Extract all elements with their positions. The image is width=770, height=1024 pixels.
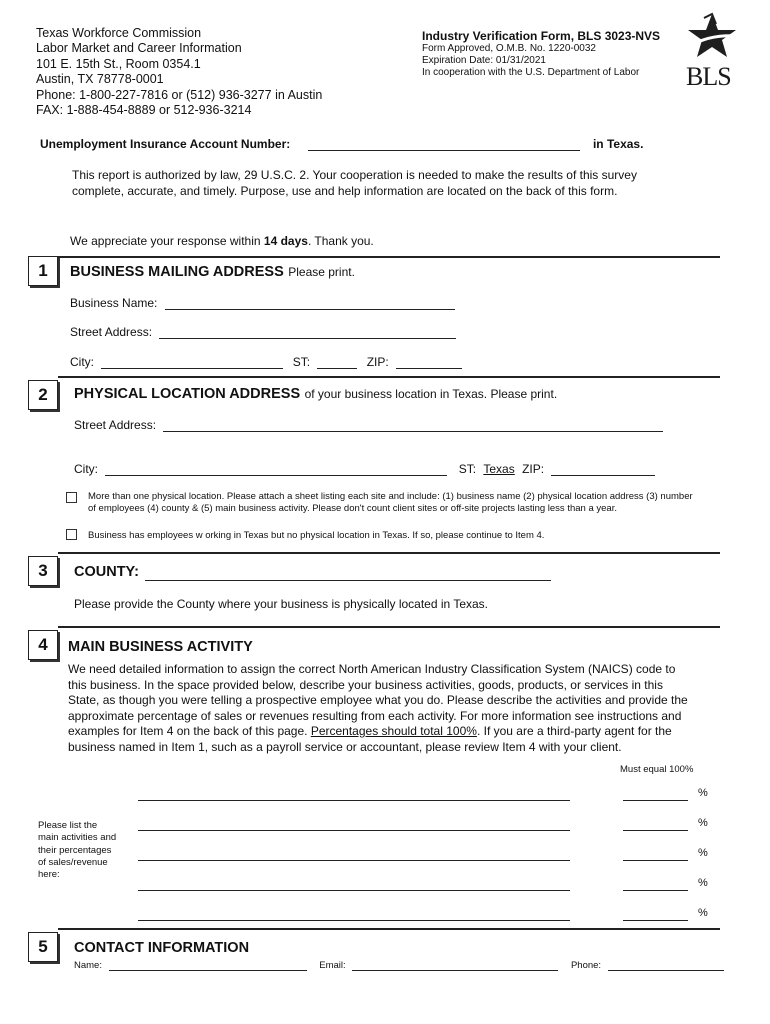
activity-instructions-tail: . If you are a third-party agent for the business named in Item 1, such as a payroll service or accountant, please review Item 4 with your client. <box>68 724 672 754</box>
agency-line: Austin, TX 78778-0001 <box>36 72 164 87</box>
activity-row <box>138 817 710 834</box>
activity-instructions-text: We need detailed information to assign the correct North American Industry Classification System (NAICS) code to this business. In the space provided below, describe your business activities, goods, products, or services in this State, as though you were telling a prospective employee what you do. Please describe the activities and provide the approximate percentage of sales or revenues resulting from each activity. For more information see instructions and examples for Item 4 on the back of this page. <box>68 662 688 738</box>
physical-state-label: ST: <box>458 462 477 476</box>
county-input[interactable] <box>145 566 551 581</box>
contact-name-input[interactable] <box>109 960 307 971</box>
activity-percent-input[interactable] <box>623 790 688 801</box>
appreciation-post: . Thank you. <box>307 234 374 248</box>
physical-zip-label: ZIP: <box>522 462 545 476</box>
section-2-title: PHYSICAL LOCATION ADDRESS <box>74 386 301 402</box>
percentages-note: Percentages should total 100% <box>310 724 477 738</box>
mailing-state-input[interactable] <box>317 356 357 369</box>
form-expiration-line: Expiration Date: 01/31/2021 <box>422 55 546 67</box>
agency-line: Phone: 1-800-227-7816 or (512) 936-3277 in Austin <box>36 87 323 102</box>
section-1-rule <box>58 256 720 258</box>
physical-state-value: Texas <box>483 462 515 476</box>
mailing-city-label: City: <box>70 355 94 369</box>
mailing-city-row <box>70 355 462 369</box>
agency-line: 101 E. 15th St., Room 0354.1 <box>36 56 201 71</box>
contact-phone-input[interactable] <box>608 960 724 971</box>
multiple-locations-checkbox[interactable] <box>66 492 77 503</box>
activity-description-input[interactable] <box>138 910 570 921</box>
mailing-street-label: Street Address: <box>70 325 153 339</box>
section-1-heading <box>70 263 355 281</box>
activity-description-input[interactable] <box>138 790 570 801</box>
county-note: Please provide the County where your business is physically located in Texas. <box>74 597 488 611</box>
mailing-zip-label: ZIP: <box>366 355 389 369</box>
activity-row <box>138 847 710 864</box>
business-name-input[interactable] <box>165 297 455 310</box>
ui-account-suffix: in Texas. <box>592 137 644 151</box>
form-identification <box>422 29 660 80</box>
activity-percent-input[interactable] <box>623 880 688 891</box>
physical-city-input[interactable] <box>105 463 447 476</box>
contact-name-label: Name: <box>74 960 102 971</box>
percent-sign: % <box>698 877 708 889</box>
agency-line: Labor Market and Career Information <box>36 41 242 56</box>
physical-street-input[interactable] <box>163 419 663 432</box>
section-4-number: 4 <box>28 630 58 660</box>
ui-account-row <box>40 137 643 151</box>
form-approval-line: Form Approved, O.M.B. No. 1220-0032 <box>422 43 596 54</box>
percent-sign: % <box>698 787 708 799</box>
form-cooperation-line: In cooperation with the U.S. Department of Labor <box>422 67 640 79</box>
activity-percent-input[interactable] <box>623 820 688 831</box>
agency-address-block <box>36 26 322 118</box>
activities-side-note: Please list the main activities and their percentages of sales/revenue here: <box>38 820 117 881</box>
multiple-locations-text: More than one physical location. Please attach a sheet listing each site and include: (1) business name (2) physical location address (3) number of employees (4) county & (5) main business activity. Please don't count client sites or off-site projects lasting less than a year. <box>88 491 693 514</box>
activity-percent-input[interactable] <box>623 910 688 921</box>
physical-zip-input[interactable] <box>551 463 655 476</box>
ui-account-input[interactable] <box>308 138 580 151</box>
county-row <box>74 563 551 581</box>
contact-row <box>74 960 724 971</box>
appreciation-line <box>70 234 374 250</box>
section-4-title: MAIN BUSINESS ACTIVITY <box>68 639 253 655</box>
section-2-rule <box>58 376 720 378</box>
percent-sign: % <box>698 817 708 829</box>
activity-row <box>138 787 710 804</box>
mailing-state-label: ST: <box>292 355 311 369</box>
contact-email-label: Email: <box>319 960 346 971</box>
section-1-title: BUSINESS MAILING ADDRESS <box>70 264 284 280</box>
section-5-rule <box>58 928 720 930</box>
percent-sign: % <box>698 847 708 859</box>
mailing-zip-input[interactable] <box>396 356 462 369</box>
section-3-number: 3 <box>28 556 58 586</box>
bls-logo <box>682 12 742 90</box>
activity-percent-input[interactable] <box>623 850 688 861</box>
section-2-number: 2 <box>28 380 58 410</box>
activity-description-input[interactable] <box>138 850 570 861</box>
ui-account-label: Unemployment Insurance Account Number: <box>40 137 291 151</box>
agency-line: Texas Workforce Commission <box>36 26 202 40</box>
appreciation-pre: We appreciate your response within <box>70 234 264 248</box>
mailing-city-input[interactable] <box>101 356 283 369</box>
intro-paragraph: This report is authorized by law, 29 U.S.C. 2. Your cooperation is needed to make the results of this survey complete, accurate, and timely. Purpose, use and help information are located on the back of this form. <box>72 168 637 198</box>
section-5-title: CONTACT INFORMATION <box>74 940 250 956</box>
no-physical-location-text: Business has employees w orking in Texas but no physical location in Texas. If so, please continue to Item 4. <box>88 530 545 541</box>
business-name-row <box>70 296 455 310</box>
form-title: Industry Verification Form, BLS 3023-NVS <box>422 29 661 43</box>
section-2-heading <box>74 385 557 403</box>
appreciation-days: 14 days <box>263 234 308 248</box>
physical-city-row <box>74 462 655 476</box>
bls-logo-text: BLS <box>686 62 731 91</box>
no-physical-location-checkbox[interactable] <box>66 529 77 540</box>
business-name-label: Business Name: <box>70 296 158 310</box>
contact-email-input[interactable] <box>352 960 558 971</box>
section-3-rule <box>58 552 720 554</box>
activity-instructions <box>68 662 696 755</box>
section-1-title-suffix: Please print. <box>288 265 355 279</box>
section-1-number: 1 <box>28 256 58 286</box>
must-equal-note: Must equal 100% <box>620 764 694 775</box>
percent-sign: % <box>698 907 708 919</box>
section-4-rule <box>58 626 720 628</box>
mailing-street-input[interactable] <box>159 326 456 339</box>
contact-phone-label: Phone: <box>570 960 602 971</box>
physical-street-row <box>74 418 663 432</box>
agency-line: FAX: 1-888-454-8889 or 512-936-3214 <box>36 103 252 118</box>
section-5-number: 5 <box>28 932 58 962</box>
activity-description-input[interactable] <box>138 820 570 831</box>
activity-row <box>138 877 710 894</box>
county-label: COUNTY: <box>74 564 139 580</box>
activity-row <box>138 907 710 924</box>
physical-city-label: City: <box>74 462 98 476</box>
activity-description-input[interactable] <box>138 880 570 891</box>
mailing-street-row <box>70 325 456 339</box>
physical-street-label: Street Address: <box>74 418 157 432</box>
section-2-title-suffix: of your business location in Texas. Please print. <box>304 387 558 401</box>
bls-star-icon <box>682 12 742 64</box>
